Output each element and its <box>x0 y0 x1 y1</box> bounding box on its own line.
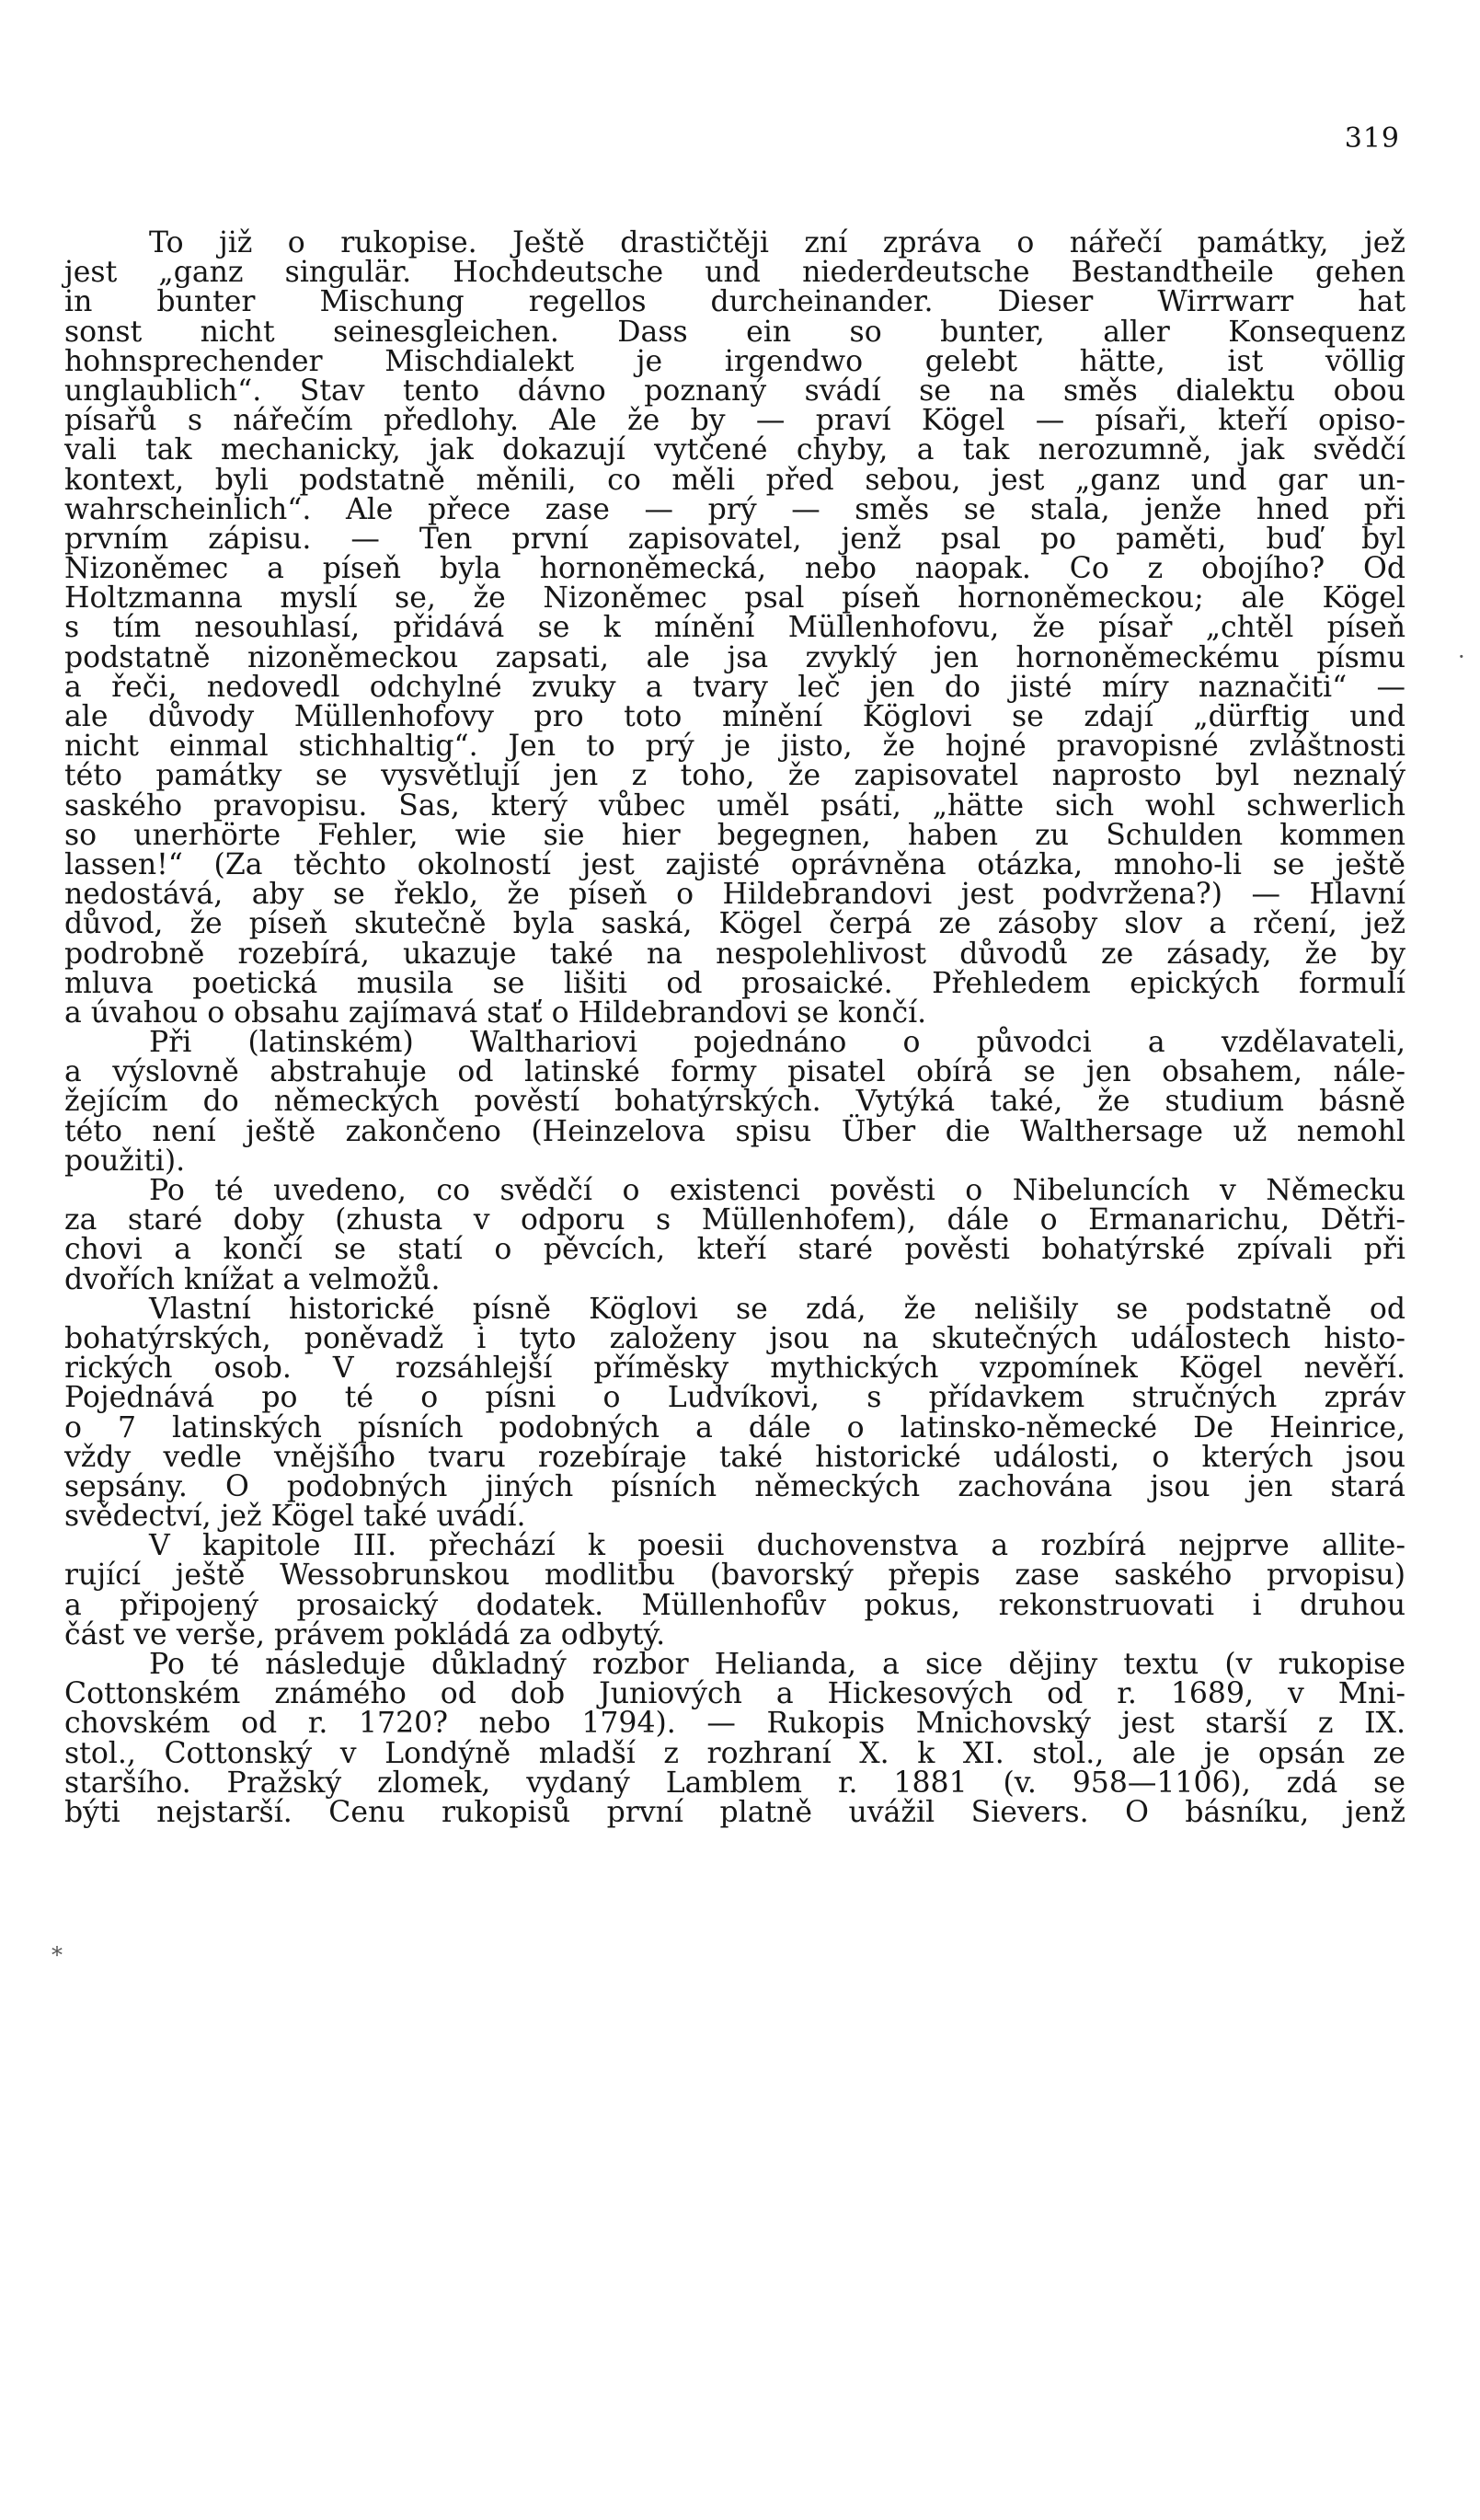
text-line: a připojený prosaický dodatek. Müllenhofův pokus, rekonstruovati i druhou <box>64 1588 1405 1622</box>
text-line: jest „ganz singulär. Hochdeutsche und niederdeutsche Bestandtheile gehen <box>64 256 1405 290</box>
text-line: podrobně rozebírá, ukazuje také na nespolehlivost důvodů ze zásady, že by <box>64 937 1405 971</box>
text-line: vždy vedle vnějšího tvaru rozebíraje také historické události, o kterých jsou <box>64 1440 1405 1474</box>
text-line: so unerhörte Fehler, wie sie hier begegnen, haben zu Schulden kommen <box>64 818 1405 852</box>
margin-dot: · <box>1458 644 1465 670</box>
text-line: mluva poetická musila se lišiti od prosaické. Přehledem epických formulí <box>64 966 1405 1000</box>
text-line: Vlastní historické písně Köglovi se zdá, že nelišily se podstatně od <box>149 1292 1405 1326</box>
text-line: písařů s nářečím předlohy. Ale že by — praví Kögel — písaři, kteří opiso- <box>64 404 1405 438</box>
text-line: kontext, byli podstatně měnili, co měli před sebou, jest „ganz und gar un- <box>64 463 1405 497</box>
text-line: prvním zápisu. — Ten první zapisovatel, jenž psal po paměti, buď byl <box>64 522 1405 556</box>
text-line: sonst nicht seinesgleichen. Dass ein so bunter, aller Konsequenz <box>64 315 1405 349</box>
text-line: této památky se vysvětlují jen z toho, že zapisovatel naprosto byl neznalý <box>64 759 1405 793</box>
text-line: rických osob. V rozsáhlejší příměsky mythických vzpomínek Kögel nevěří. <box>64 1352 1405 1386</box>
text-line: unglaublich“. Stav tento dávno poznaný svádí se na směs dialektu obou <box>64 374 1405 408</box>
text-line: chovském od r. 1720? nebo 1794). — Rukopis Mnichovský jest starší z IX. <box>64 1707 1405 1741</box>
text-line: rující ještě Wessobrunskou modlitbu (bavorský přepis zase saského prvopisu) <box>64 1559 1405 1593</box>
text-line: svědectví, jež Kögel také uvádí. <box>64 1500 526 1534</box>
text-line: stol., Cottonský v Londýně mladší z rozhraní X. k XI. stol., ale je opsán ze <box>64 1736 1405 1770</box>
text-line: s tím nesouhlasí, přidává se k mínění Müllenhofovu, že písař „chtěl píseň <box>64 611 1405 645</box>
text-line: vali tak mechanicky, jak dokazují vytčené chyby, a tak nerozumně, jak svědčí <box>64 433 1405 467</box>
text-line: nicht einmal stichhaltig“. Jen to prý je jisto, že hojné pravopisné zvláštnosti <box>64 730 1405 764</box>
text-line: podstatně nizoněmeckou zapsati, ale jsa zvyklý jen hornoněmeckému písmu <box>64 640 1405 674</box>
text-line: staršího. Pražský zlomek, vydaný Lamblem r. 1881 (v. 958—1106), zdá se <box>64 1766 1405 1800</box>
text-line: Pojednává po té o písni o Ludvíkovi, s přídavkem stručných zpráv <box>64 1381 1405 1415</box>
text-line: nedostává, aby se řeklo, že píseň o Hildebrandovi jest podvržena?) — Hlavní <box>64 878 1405 912</box>
text-line: ale důvody Müllenhofovy pro toto mínění Köglovi se zdají „dürftig und <box>64 700 1405 733</box>
text-line: této není ještě zakončeno (Heinzelova spisu Über die Walthersage už nemohl <box>64 1114 1405 1148</box>
text-line: saského pravopisu. Sas, který vůbec uměl psáti, „hätte sich wohl schwerlich <box>64 788 1405 823</box>
text-line: o 7 latinských písních podobných a dále o latinsko-německé De Heinrice, <box>64 1410 1405 1444</box>
text-line: důvod, že píseň skutečně byla saská, Kögel čerpá ze zásoby slov a rčení, jež <box>64 907 1405 941</box>
text-line: wahrscheinlich“. Ale přece zase — prý — směs se stala, jenže hned při <box>64 492 1405 526</box>
text-line: bohatýrských, poněvadž i tyto založeny jsou na skutečných událostech histo- <box>64 1321 1405 1355</box>
text-line: Po té uvedeno, co svědčí o existenci pověsti o Nibeluncích v Německu <box>149 1174 1405 1207</box>
text-line: Cottonském známého od dob Juniových a Hickesových od r. 1689, v Mni- <box>64 1677 1405 1711</box>
text-line: hohnsprechender Mischdialekt je irgendwo gelebt hätte, ist völlig <box>64 344 1405 378</box>
text-line: Nizoněmec a píseň byla hornoněmecká, nebo naopak. Co z obojího? Od <box>64 552 1405 586</box>
body-text <box>64 228 1405 1827</box>
text-line: žejícím do německých pověstí bohatýrských. Vytýká také, že studium básně <box>64 1085 1405 1119</box>
text-line: V kapitole III. přechází k poesii duchovenstva a rozbírá nejprve allite- <box>149 1529 1405 1563</box>
text-line: in bunter Mischung regellos durcheinander. Dieser Wirrwarr hat <box>64 285 1405 319</box>
text-line: chovi a končí se statí o pěvcích, kteří staré pověsti bohatýrské zpívali při <box>64 1233 1405 1267</box>
text-line: dvořích knížat a velmožů. <box>64 1262 441 1296</box>
text-line: za staré doby (zhusta v odporu s Müllenhofem), dále o Ermanarichu, Dětři- <box>64 1203 1405 1237</box>
text-line: Při (latinském) Walthariovi pojednáno o původci a vzdělavateli, <box>149 1026 1405 1060</box>
text-line: lassen!“ (Za těchto okolností jest zajisté oprávněna otázka, mnoho-li se ještě <box>64 847 1405 881</box>
text-line: a úvahou o obsahu zajímavá stať o Hildebrandovi se končí. <box>64 995 927 1030</box>
margin-mark: * <box>52 1942 63 1968</box>
text-line: býti nejstarší. Cenu rukopisů první platně uvážil Sievers. O básníku, jenž <box>64 1795 1405 1829</box>
text-line: a řeči, nedovedl odchylné zvuky a tvary leč jen do jisté míry naznačiti“ — <box>64 670 1405 704</box>
text-line: použiti). <box>64 1144 186 1178</box>
text-line: část ve verše, právem pokládá za odbytý. <box>64 1617 666 1651</box>
text-line: Po té následuje důkladný rozbor Helianda, a sice dějiny textu (v rukopise <box>149 1648 1405 1681</box>
text-line: Holtzmanna myslí se, že Nizoněmec psal píseň hornoněmeckou; ale Kögel <box>64 581 1405 616</box>
text-line: a výslovně abstrahuje od latinské formy pisatel obírá se jen obsahem, nále- <box>64 1055 1405 1089</box>
text-line: To již o rukopise. Ještě drastičtěji zní zpráva o nářečí památky, jež <box>149 226 1405 259</box>
page-number: 319 <box>1344 122 1400 155</box>
text-line: sepsány. O podobných jiných písních německých zachována jsou jen stará <box>64 1469 1405 1503</box>
